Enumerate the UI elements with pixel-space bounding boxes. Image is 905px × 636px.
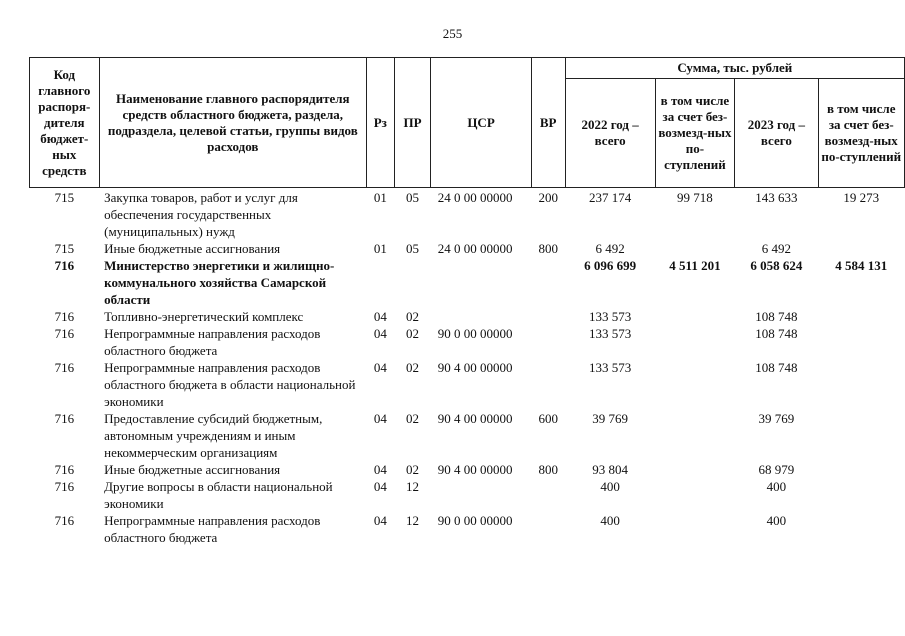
cell-s2022: 133 573: [588, 309, 632, 324]
cell-code: 715: [54, 241, 75, 256]
cell-vr: [531, 478, 565, 512]
cell-vr: [531, 512, 565, 546]
cell-f2023: [818, 325, 905, 359]
cell-rz: 04: [373, 326, 387, 341]
cell-vr: 800: [538, 241, 558, 256]
cell-rz: 04: [373, 513, 387, 528]
header-pr: ПР: [394, 58, 431, 188]
table-row: [30, 325, 905, 359]
cell-f2023: [818, 478, 905, 512]
cell-code: 715: [54, 190, 75, 205]
page-number: 255: [442, 26, 463, 41]
cell-s2023: 143 633: [755, 190, 798, 205]
cell-name: Топливно-энергетический комплекс: [104, 309, 304, 324]
cell-s2022: 6 096 699: [584, 258, 637, 273]
cell-name: Министерство энергетики и жилищно-коммунального хозяйства Самарской области: [104, 258, 335, 307]
cell-name: Закупка товаров, работ и услуг для обеспечения государственных (муниципальных) нужд: [104, 190, 298, 239]
cell-s2022: 39 769: [592, 411, 628, 426]
table-row: [30, 478, 905, 512]
cell-s2022: 237 174: [588, 190, 632, 205]
cell-f2022: [655, 512, 735, 546]
cell-s2023: 108 748: [755, 360, 798, 375]
cell-f2022: [655, 325, 735, 359]
cell-f2022: [655, 478, 735, 512]
cell-rz: 01: [373, 190, 387, 205]
table-row: [30, 410, 905, 461]
cell-csr: [431, 257, 532, 308]
table-row: [30, 512, 905, 546]
cell-pr: 12: [405, 479, 419, 494]
cell-csr: 90 4 00 00000: [437, 411, 513, 426]
cell-s2022: 6 492: [595, 241, 625, 256]
cell-csr: 24 0 00 00000: [437, 190, 513, 205]
cell-f2023: [818, 512, 905, 546]
header-2023-free: в том числе за счет без-возмезд-ных по-ступлений: [818, 79, 905, 188]
cell-vr: [531, 257, 565, 308]
table-header: [30, 58, 905, 188]
cell-vr: 800: [538, 462, 558, 477]
budget-table: [29, 57, 905, 546]
cell-s2023: 6 492: [761, 241, 791, 256]
cell-pr: 05: [405, 241, 419, 256]
cell-rz: 04: [373, 462, 387, 477]
table-row: [30, 308, 905, 325]
header-name: Наименование главного распорядителя средств областного бюджета, раздела, подраздела, целевой статьи, группы видов расходов: [99, 58, 366, 188]
cell-rz: [366, 257, 394, 308]
cell-csr: 90 4 00 00000: [437, 462, 513, 477]
header-2022-total: 2022 год – всего: [565, 79, 655, 188]
cell-s2022: 400: [600, 479, 620, 494]
cell-pr: 12: [405, 513, 419, 528]
cell-s2023: 6 058 624: [750, 258, 803, 273]
cell-f2022: [655, 308, 735, 325]
header-sum-title: Сумма, тыс. рублей: [565, 58, 904, 79]
cell-f2023: [818, 308, 905, 325]
table-row: [30, 257, 905, 308]
cell-s2022: 133 573: [588, 360, 632, 375]
cell-s2023: 400: [766, 513, 787, 528]
cell-f2022: [655, 240, 735, 257]
cell-f2023: 19 273: [843, 190, 880, 205]
table-row: [30, 240, 905, 257]
cell-s2023: 39 769: [758, 411, 795, 426]
cell-name: Непрограммные направления расходов областного бюджета в области национальной экономики: [104, 360, 356, 409]
cell-f2023: [818, 240, 905, 257]
cell-s2022: 133 573: [588, 326, 632, 341]
table-row: [30, 359, 905, 410]
header-2022-free: в том числе за счет без-возмезд-ных по-ступлений: [655, 79, 735, 188]
cell-f2023: [818, 410, 905, 461]
cell-pr: [394, 257, 431, 308]
cell-s2023: 108 748: [755, 326, 798, 341]
cell-rz: 04: [373, 309, 387, 324]
cell-csr: 24 0 00 00000: [437, 241, 513, 256]
cell-f2023: [818, 359, 905, 410]
cell-vr: [531, 308, 565, 325]
cell-f2022: [655, 461, 735, 478]
header-rz: Рз: [366, 58, 394, 188]
cell-name: Предоставление субсидий бюджетным, автономным учреждениям и иным некоммерческим организациям: [104, 411, 323, 460]
cell-code: 716: [54, 258, 75, 273]
cell-pr: 05: [405, 190, 419, 205]
cell-pr: 02: [405, 326, 419, 341]
cell-f2023: [818, 461, 905, 478]
table-row: [30, 461, 905, 478]
cell-pr: 02: [405, 309, 419, 324]
cell-code: 716: [54, 309, 75, 324]
cell-name: Непрограммные направления расходов областного бюджета: [104, 326, 321, 358]
cell-s2023: 68 979: [758, 462, 795, 477]
cell-pr: 02: [405, 462, 419, 477]
cell-code: 716: [54, 479, 75, 494]
cell-vr: 600: [538, 411, 558, 426]
cell-f2023: 4 584 131: [835, 258, 888, 273]
cell-f2022: 4 511 201: [669, 258, 721, 273]
header-csr: ЦСР: [431, 58, 532, 188]
cell-code: 716: [54, 411, 75, 426]
cell-vr: 200: [538, 190, 558, 205]
cell-code: 716: [54, 462, 75, 477]
cell-csr: [431, 478, 532, 512]
cell-vr: [531, 359, 565, 410]
table-body: [30, 188, 905, 547]
cell-vr: [531, 325, 565, 359]
cell-code: 716: [54, 513, 75, 528]
header-2023-total: 2023 год – всего: [735, 79, 818, 188]
cell-code: 716: [54, 326, 75, 341]
cell-s2022: 400: [600, 513, 620, 528]
cell-name: Непрограммные направления расходов областного бюджета: [104, 513, 321, 545]
cell-rz: 01: [373, 241, 387, 256]
cell-code: 716: [54, 360, 75, 375]
cell-pr: 02: [405, 360, 419, 375]
cell-rz: 04: [373, 479, 387, 494]
cell-pr: 02: [405, 411, 419, 426]
cell-s2023: 400: [766, 479, 787, 494]
cell-name: Иные бюджетные ассигнования: [104, 241, 281, 256]
cell-name: Другие вопросы в области национальной экономики: [104, 479, 333, 511]
cell-rz: 04: [373, 360, 387, 375]
cell-f2022: 99 718: [677, 190, 713, 205]
cell-s2022: 93 804: [592, 462, 628, 477]
header-code: Код главного распоря-дителя бюджет-ных средств: [30, 58, 100, 188]
cell-csr: 90 0 00 00000: [437, 326, 513, 341]
cell-f2022: [655, 410, 735, 461]
cell-rz: 04: [373, 411, 387, 426]
cell-name: Иные бюджетные ассигнования: [104, 462, 281, 477]
cell-csr: 90 0 00 00000: [437, 513, 513, 528]
cell-csr: 90 4 00 00000: [437, 360, 513, 375]
cell-csr: [431, 308, 532, 325]
cell-f2022: [655, 359, 735, 410]
table-row: [30, 188, 905, 241]
cell-s2023: 108 748: [755, 309, 798, 324]
header-vr: ВР: [531, 58, 565, 188]
